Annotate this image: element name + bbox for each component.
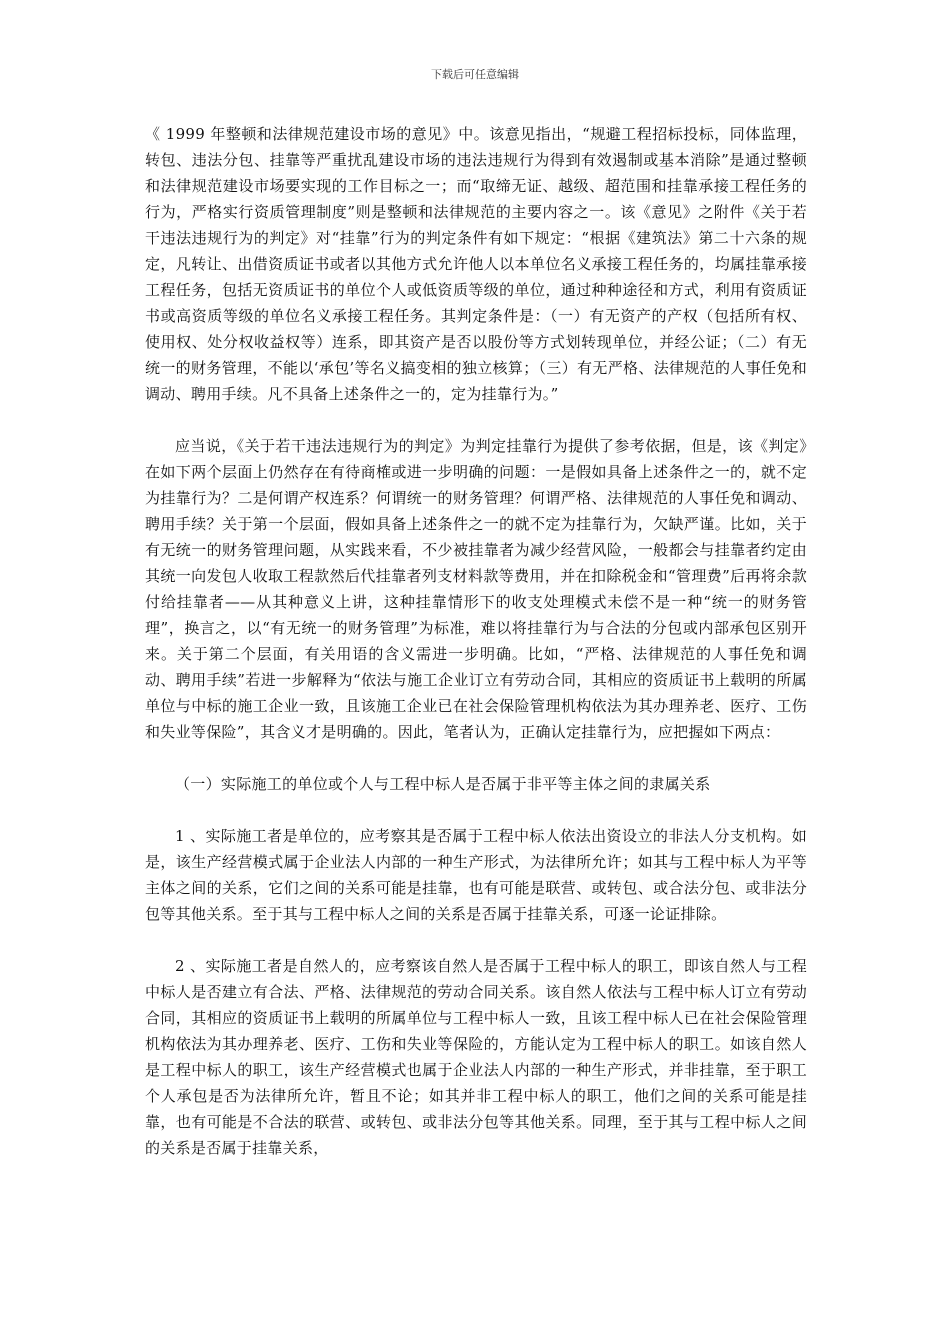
paragraph-4: 2 、实际施工者是自然人的，应考察该自然人是否属于工程中标人的职工，即该自然人与工程中标人是否建立有合法、严格、法律规范的劳动合同关系。该自然人依法与工程中标人订立有劳动合同，其相应的资质证书上载明的所属单位与工程中标人一致，且该工程中标人已在社会保险管理机构依法为其办理养老、医疗、工伤和失业等保险的，方能认定为工程中标人的职工。如该自然人是工程中标人的职工，该生产经营模式也属于企业法人内部的一种生产形式，并非挂靠，至于职工个人承包是否为法律所允许，暂且不论；如其并非工程中标人的职工，他们之间的关系可能是挂靠，也有可能是不合法的联营、或转包、或非法分包等其他关系。同理，至于其与工程中标人之间的关系是否属于挂靠关系， <box>145 957 807 1157</box>
paragraph-1: 《 1999 年整顿和法律规范建设市场的意见》中。该意见指出，“规避工程招标投标，同体监理，转包、违法分包、挂靠等严重扰乱建设市场的违法违规行为得到有效遏制或基本消除”是通过整顿和法律规范建设市场要实现的工作目标之一；而“取缔无证、越级、超范围和挂靠承接工程任务的行为，严格实行资质管理制度”则是整顿和法律规范的主要内容之一。该《意见》之附件《关于若干违法违规行为的判定》对“挂靠”行为的判定条件有如下规定：“根据《建筑法》第二十六条的规定，凡转让、出借资质证书或者以其他方式允许他人以本单位名义承接工程任务的，均属挂靠承接工程任务，包括无资质证书的单位个人或低资质等级的单位，通过种种途径和方式，利用有资质证书或高资质等级的单位名义承接工程任务。其判定条件是：（一）有无资产的产权（包括所有权、使用权、处分权收益权等）连系，即其资产是否以股份等方式划转现单位，并经公证；（二）有无统一的财务管理，不能以‘承包’等名义搞变相的独立核算；（三）有无严格、法律规范的人事任免和调动、聘用手续。凡不具备上述条件之一的，定为挂靠行为。” <box>145 125 807 403</box>
page-header-note: 下载后可任意编辑 <box>431 68 519 81</box>
section-heading-1: （一）实际施工的单位或个人与工程中标人是否属于非平等主体之间的隶属关系 <box>175 775 711 793</box>
paragraph-3: 1 、实际施工者是单位的，应考察其是否属于工程中标人依法出资设立的非法人分支机构。如是，该生产经营模式属于企业法人内部的一种生产形式，为法律所允许；如其与工程中标人为平等主体之间的关系，它们之间的关系可能是挂靠，也有可能是联营、或转包、或合法分包、或非法分包等其他关系。至于其与工程中标人之间的关系是否属于挂靠关系，可逐一论证排除。 <box>145 827 807 923</box>
paragraph-2: 应当说，《关于若干违法违规行为的判定》为判定挂靠行为提供了参考依据，但是，该《判定》在如下两个层面上仍然存在有待商榷或进一步明确的问题：一是假如具备上述条件之一的，就不定为挂靠行为？二是何谓产权连系？何谓统一的财务管理？何谓严格、法律规范的人事任免和调动、聘用手续？关于第一个层面，假如具备上述条件之一的就不定为挂靠行为，欠缺严谨。比如，关于有无统一的财务管理问题，从实践来看，不少被挂靠者为减少经营风险，一般都会与挂靠者约定由其统一向发包人收取工程款然后代挂靠者列支材料款等费用，并在扣除税金和“管理费”后再将余款付给挂靠者——从其种意义上讲，这种挂靠情形下的收支处理模式未偿不是一种“统一的财务管理”，换言之，以“有无统一的财务管理”为标准，难以将挂靠行为与合法的分包或内部承包区别开来。关于第二个层面，有关用语的含义需进一步明确。比如，“严格、法律规范的人事任免和调动、聘用手续”若进一步解释为“依法与施工企业订立有劳动合同，其相应的资质证书上载明的所属单位与中标的施工企业一致，且该施工企业已在社会保险管理机构依法为其办理养老、医疗、工伤和失业等保险”，其含义才是明确的。因此，笔者认为，正确认定挂靠行为，应把握如下两点： <box>145 437 807 741</box>
document-body <box>145 121 807 1187</box>
